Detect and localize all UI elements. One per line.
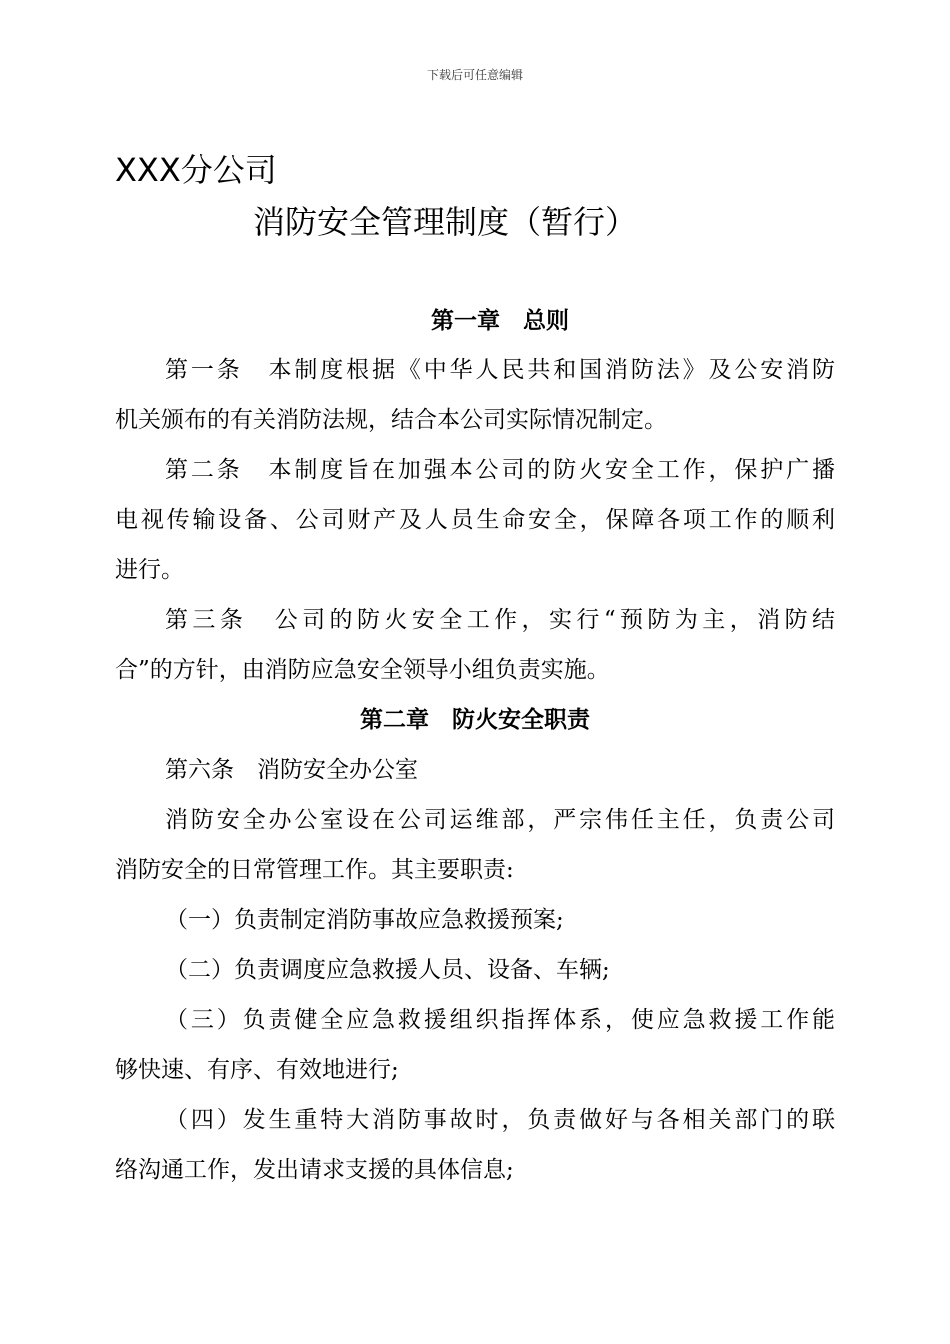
duty-item-1: （一）负责制定消防事故应急救援预案; (165, 907, 564, 933)
article-6-para-line-1: 消防安全办公室设在公司运维部，严宗伟任主任，负责公司 (165, 807, 835, 833)
article-2-line-3: 进行。 (115, 557, 184, 583)
chapter-2-heading: 第二章 防火安全职责 (360, 707, 590, 733)
duty-item-3-line-2: 够快速、有序、有效地进行; (115, 1057, 399, 1083)
article-6-para-line-2: 消防安全的日常管理工作。其主要职责: (115, 857, 514, 883)
duty-item-2: （二）负责调度应急救援人员、设备、车辆; (165, 957, 610, 983)
article-1-line-1: 第一条 本制度根据《中华人民共和国消防法》及公安消防 (165, 357, 835, 383)
duty-item-4-line-2: 络沟通工作，发出请求支援的具体信息; (115, 1157, 514, 1183)
article-3-line-1: 第三条 公司的防火安全工作，实行“预防为主，消防结 (165, 607, 835, 633)
document-title: 消防安全管理制度（暂行） (253, 203, 638, 241)
article-2-line-2: 电视传输设备、公司财产及人员生命安全，保障各项工作的顺利 (115, 507, 835, 533)
article-3-line-2: 合”的方针，由消防应急安全领导小组负责实施。 (115, 657, 610, 683)
article-6-heading: 第六条 消防安全办公室 (165, 757, 418, 783)
duty-item-3-line-1: （三）负责健全应急救援组织指挥体系，使应急救援工作能 (165, 1007, 835, 1033)
chapter-1-heading: 第一章 总则 (431, 308, 569, 334)
duty-item-4-line-1: （四）发生重特大消防事故时，负责做好与各相关部门的联 (165, 1107, 835, 1133)
organization-name: XXX分公司 (115, 151, 277, 189)
article-1-line-2: 机关颁布的有关消防法规，结合本公司实际情况制定。 (115, 407, 667, 433)
page-header-note: 下载后可任意编辑 (426, 68, 523, 82)
article-2-line-1: 第二条 本制度旨在加强本公司的防火安全工作，保护广播 (165, 457, 835, 483)
